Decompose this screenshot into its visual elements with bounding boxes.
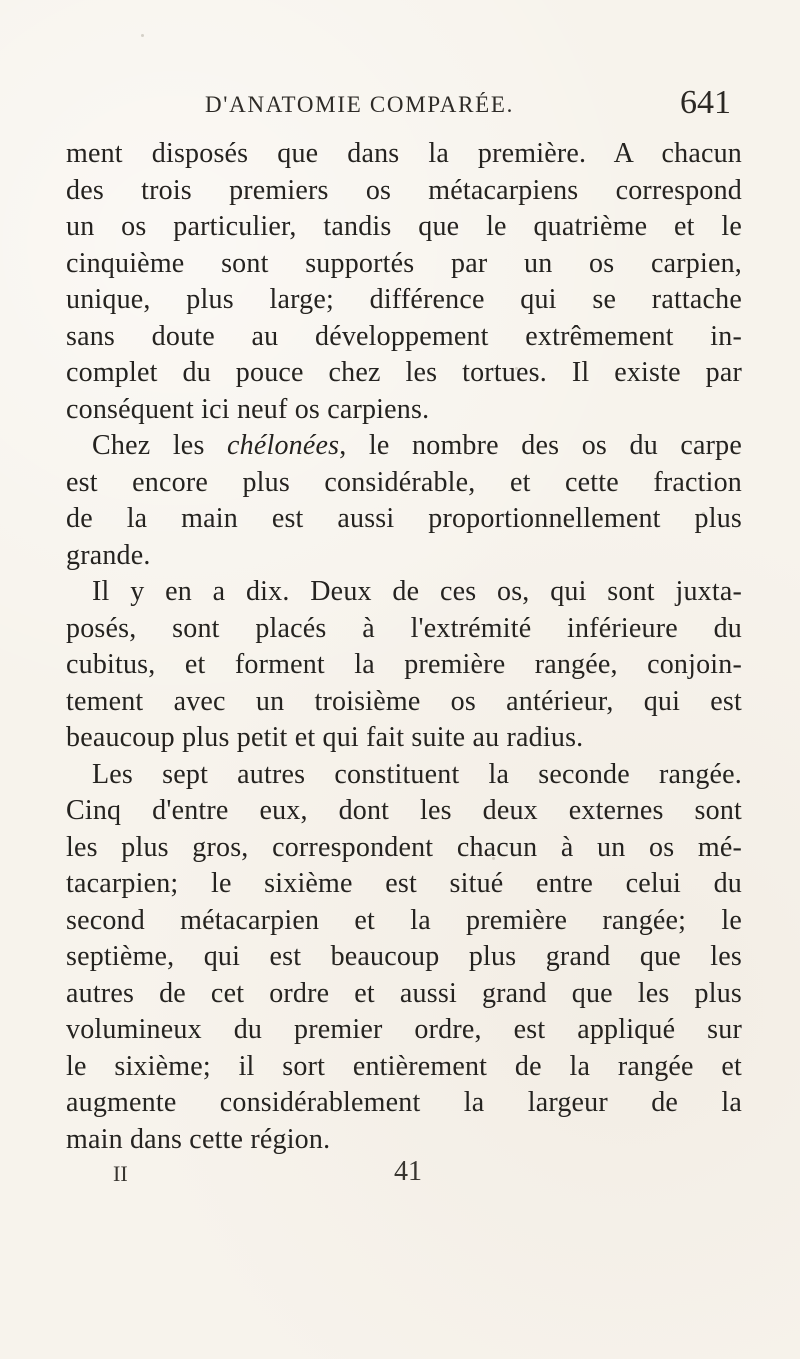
text-line: beaucoup plus petit et qui fait suite au radius. [66,722,584,753]
text-line: Cinq d'entre eux, dont les deux externes sont [66,795,742,826]
text-line: augmente considérablement la largeur de la [66,1087,742,1118]
body-text [66,136,742,1158]
page-number: 641 [680,84,731,121]
text-line: conséquent ici neuf os carpiens. [66,393,430,425]
text-line: second métacarpien et la première rangée; le [66,904,742,936]
paragraph-prefix: Chez les [92,430,228,461]
text-line: est encore plus considérable, et cette fraction [66,466,742,498]
text-line: Il y en a dix. Deux de ces os, qui sont juxta- [92,576,742,607]
text-line: tement avec un troisième os antérieur, qui est [66,685,742,717]
text-line: cubitus, et forment la première rangée, conjoin- [66,649,742,680]
text-line: grande. [66,539,151,571]
signature-right: 41 [394,1156,422,1187]
paper-speck [492,857,495,860]
paper-speck [702,512,705,515]
text-line: posés, sont placés à l'extrémité inférieure du [66,612,742,644]
text-line: des trois premiers os métacarpiens correspond [66,174,742,206]
paper-speck [515,367,518,370]
text-line: un os particulier, tandis que le quatrième et le [66,211,742,242]
paragraph-opening-line [66,428,742,465]
text-line: autres de cet ordre et aussi grand que les plus [66,977,742,1009]
text-line: tacarpien; le sixième est situé entre celui du [66,868,742,899]
text-line: de la main est aussi proportionnellement plus [66,503,742,534]
paragraph-suffix: , le nombre des os du carpe [339,430,743,461]
text-line: septième, qui est beaucoup plus grand que les [66,941,742,972]
text-line: complet du pouce chez les tortues. Il existe par [66,357,742,388]
text-line: volumineux du premier ordre, est appliqué sur [66,1014,742,1045]
text-line: Les sept autres constituent la seconde rangée. [92,758,742,790]
running-title: D'ANATOMIE COMPARÉE. [205,92,515,117]
text-line: main dans cette région. [66,1123,331,1155]
italic-term: chélonées [227,430,340,461]
text-line: les plus gros, correspondent chacun à un os mé- [66,831,742,863]
text-line: sans doute au développement extrêmement in- [66,320,742,352]
text-line: le sixième; il sort entièrement de la rangée et [66,1050,742,1082]
signature-left: II [113,1161,128,1186]
paper-speck [141,34,144,37]
text-line: ment disposés que dans la première. A chacun [66,138,742,169]
text-line: unique, plus large; différence qui se rattache [66,284,742,315]
text-line: cinquième sont supportés par un os carpien, [66,247,742,279]
